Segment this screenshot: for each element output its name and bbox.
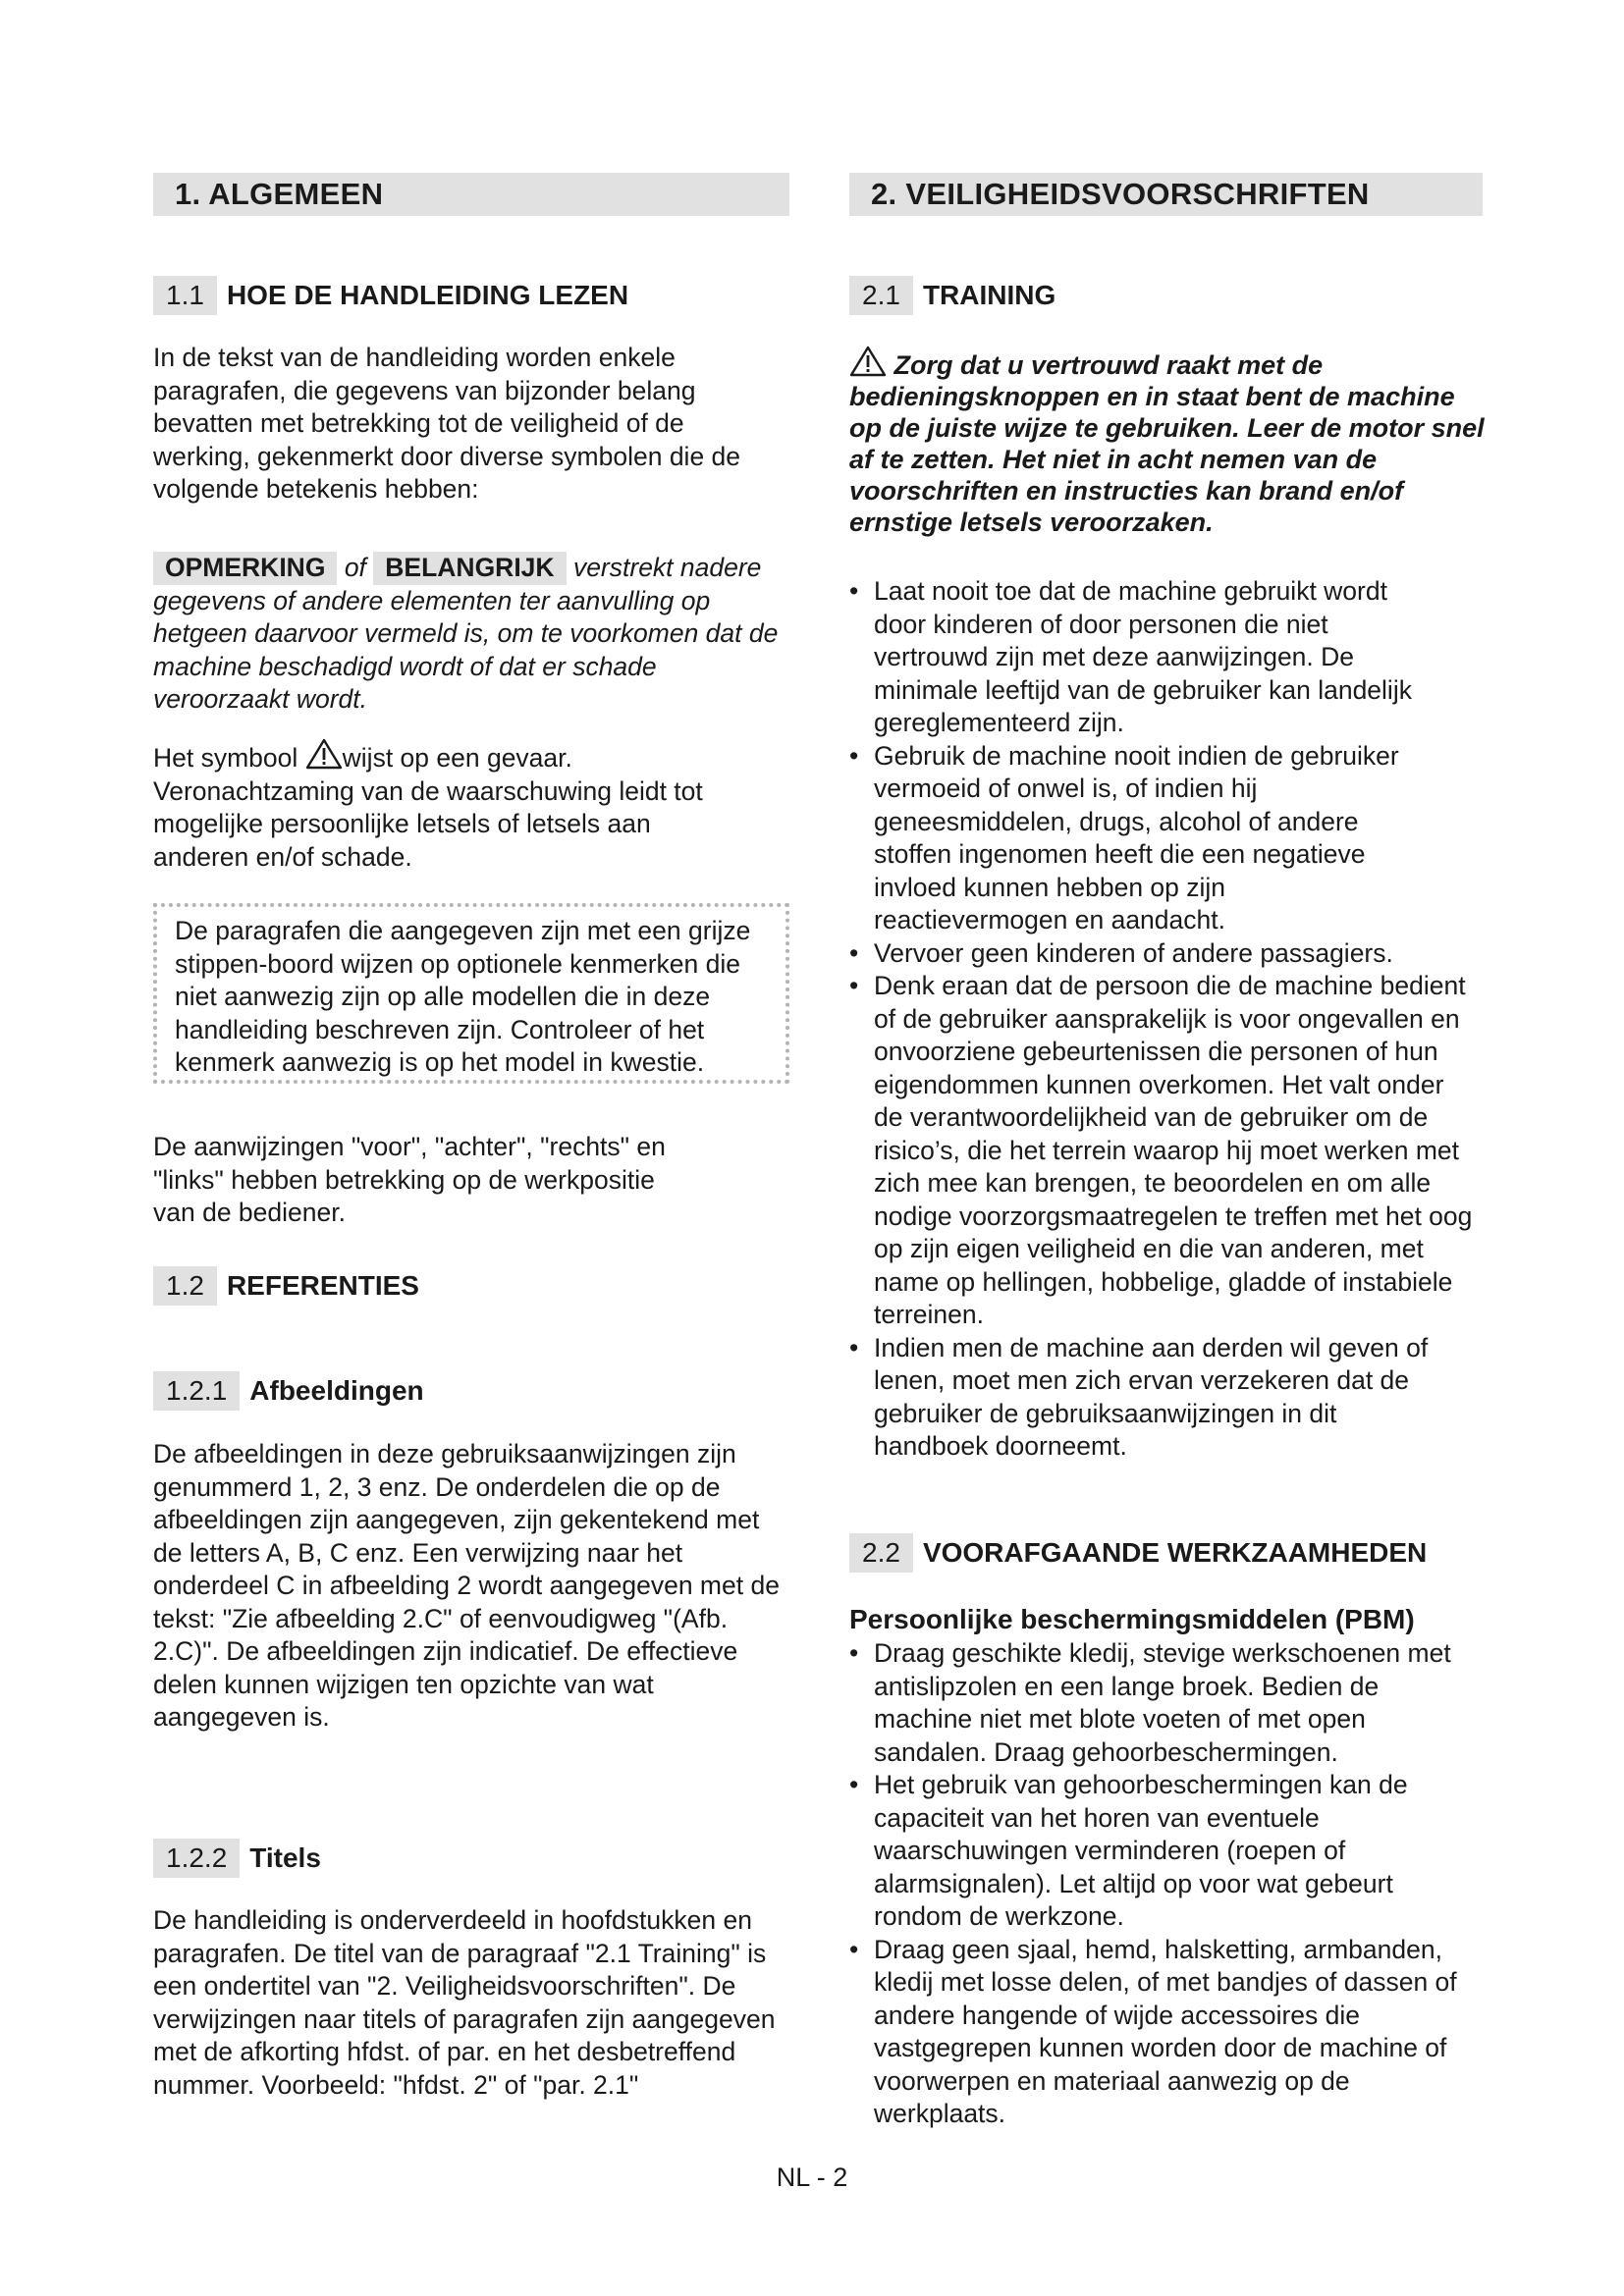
chapter-title: 2. VEILIGHEIDSVOORSCHRIFTEN: [849, 173, 1483, 216]
symbol-text-after: wijst op een gevaar. Veronachtzaming van de waarschuwing leidt tot mogelijke persoonlijke letsels of letsels aan anderen en/of schade.: [153, 743, 703, 872]
section-heading: [153, 276, 628, 315]
list-item: • Het gebruik van gehoorbeschermingen kan de capaciteit van het horen van eventuele waarschuwingen verminderen (roepen of alarmsignalen). Let altijd op voor wat gebeurt rondom de werkzone.: [849, 1769, 1478, 1934]
intro-paragraph: In de tekst van de handleiding worden enkele paragrafen, die gegevens van bijzonder belang bevatten met betrekking tot de veiligheid of de werking, gekenmerkt door diverse symbolen die de volgende betekenis hebben:: [153, 343, 741, 504]
chapter-title: 1. ALGEMEEN: [153, 173, 789, 216]
notes-text: verstrekt nadere gegevens of andere elementen ter aanvulling op hetgeen daarvoor vermeld is, om te voorkomen dat de machine beschadigd wordt of dat er schade veroorzaakt wordt.: [153, 553, 779, 714]
symbol-paragraph: [153, 738, 703, 874]
optional-feature-box: [153, 903, 789, 1084]
section-title: Afbeeldingen: [249, 1375, 424, 1406]
training-list: [849, 575, 1478, 1464]
ppe-title: Persoonlijke beschermingsmiddelen (PBM): [849, 1604, 1415, 1634]
warning-triangle-icon: [305, 738, 343, 770]
notes-paragraph: [153, 552, 782, 717]
list-item: • Denk eraan dat de persoon die de machine bedient of de gebruiker aansprakelijk is voor ongevallen en onvoorziene gebeurtenissen die personen of hun eigendommen kunnen overkomen. Het valt onder de verantwoordelijkheid van de gebruiker om de risico’s, die het terrein waarop hij moet werken met zich mee kan brengen, te beoordelen en om alle nodige voorzorgsmaatregelen te treffen met het oog op zijn eigen veiligheid en die van anderen, met name op hellingen, hobbelige, gladde of instabiele terreinen.: [849, 970, 1478, 1332]
section-title: Titels: [249, 1842, 321, 1873]
warning-text: Zorg dat u vertrouwd raakt met de bedieningsknoppen en in staat bent de machine op de juiste wijze te gebruiken. Leer de motor snel af te zetten. Het niet in acht nemen van de voorschriften en instructies kan brand en/of ernstige letsels veroorzaken.: [849, 350, 1485, 537]
directions-paragraph: De aanwijzingen "voor", "achter", "rechts" en "links" hebben betrekking op de werkpositie van de bediener.: [153, 1132, 666, 1227]
section-number: 1.2.1: [153, 1371, 240, 1411]
section-title: HOE DE HANDLEIDING LEZEN: [226, 280, 629, 310]
warning-triangle-icon: [849, 346, 887, 377]
section-heading: [153, 1266, 419, 1306]
section-title: TRAINING: [922, 280, 1056, 310]
symbol-text-before: Het symbool: [153, 743, 298, 773]
list-item: • Draag geschikte kledij, stevige werkschoenen met antislipzolen en een lange broek. Bedien de machine niet met blote voeten of met open sandalen. Draag gehoorbeschermingen.: [849, 1637, 1478, 1769]
optional-feature-text: De paragrafen die aangegeven zijn met een grijze stippen-boord wijzen op optionele kenmerken die niet aanwezig zijn op alle modellen die in deze handleiding beschreven zijn. Controleer of het kenmerk aanwezig is op het model in kwestie.: [175, 916, 751, 1077]
titles-paragraph: De handleiding is onderverdeeld in hoofdstukken en paragrafen. De titel van de paragraaf "2.1 Training" is een ondertitel van "2. Veiligheidsvoorschriften". De verwijzingen naar titels of paragrafen zijn aangegeven met de afkorting hfdst. of par. en het desbetreffend nummer. Voorbeeld: "hfdst. 2" of "par. 2.1": [153, 1905, 776, 2100]
section-heading: [849, 276, 1056, 315]
section-number: 1.2: [153, 1266, 217, 1306]
section-title: REFERENTIES: [226, 1270, 419, 1301]
section-number: 2.2: [849, 1533, 913, 1573]
ppe-list: [849, 1637, 1478, 2131]
section-heading: [849, 1533, 1427, 1573]
section-title: VOORAFGAANDE WERKZAAMHEDEN: [922, 1537, 1428, 1568]
figures-paragraph: De afbeeldingen in deze gebruiksaanwijzingen zijn genummerd 1, 2, 3 enz. De onderdelen die op de afbeeldingen zijn aangegeven, zijn gekentekend met de letters A, B, C enz. Een verwijzing naar het onderdeel C in afbeelding 2 wordt aangegeven met de tekst: "Zie afbeelding 2.C" of eenvoudigweg "(Afb. 2.C)". De afbeeldingen zijn indicatief. De effectieve delen kunnen wijzigen ten opzichte van wat aangegeven is.: [153, 1439, 780, 1732]
section-number: 2.1: [849, 276, 913, 315]
training-warning: [849, 346, 1488, 538]
list-item: • Laat nooit toe dat de machine gebruikt wordt door kinderen of door personen die niet vertrouwd zijn met deze aanwijzingen. De minimale leeftijd van de gebruiker kan landelijk gereglementeerd zijn.: [849, 575, 1478, 740]
important-label: BELANGRIJK: [373, 552, 566, 585]
list-item: • Gebruik de machine nooit indien de gebruiker vermoeid of onwel is, of indien hij geneesmiddelen, drugs, alcohol of andere stoffen ingenomen heeft die een negatieve invloed kunnen hebben op zijn reactievermogen en aandacht.: [849, 740, 1478, 937]
subsection-heading: [153, 1371, 424, 1411]
note-label: OPMERKING: [153, 552, 337, 585]
section-number: 1.1: [153, 276, 217, 315]
of-word: of: [344, 553, 366, 582]
list-item: • Vervoer geen kinderen of andere passagiers.: [849, 937, 1478, 971]
list-item: • Indien men de machine aan derden wil geven of lenen, moet men zich ervan verzekeren dat de gebruiker de gebruiksaanwijzingen in dit handboek doorneemt.: [849, 1332, 1478, 1464]
section-number: 1.2.2: [153, 1839, 240, 1878]
subsection-heading: [153, 1839, 321, 1878]
page-number: NL - 2: [776, 2163, 848, 2192]
list-item: • Draag geen sjaal, hemd, halsketting, armbanden, kledij met losse delen, of met bandjes of dassen of andere hangende of wijde accessoires die vastgegrepen kunnen worden door de machine of voorwerpen en materiaal aanwezig op de werkplaats.: [849, 1934, 1478, 2131]
